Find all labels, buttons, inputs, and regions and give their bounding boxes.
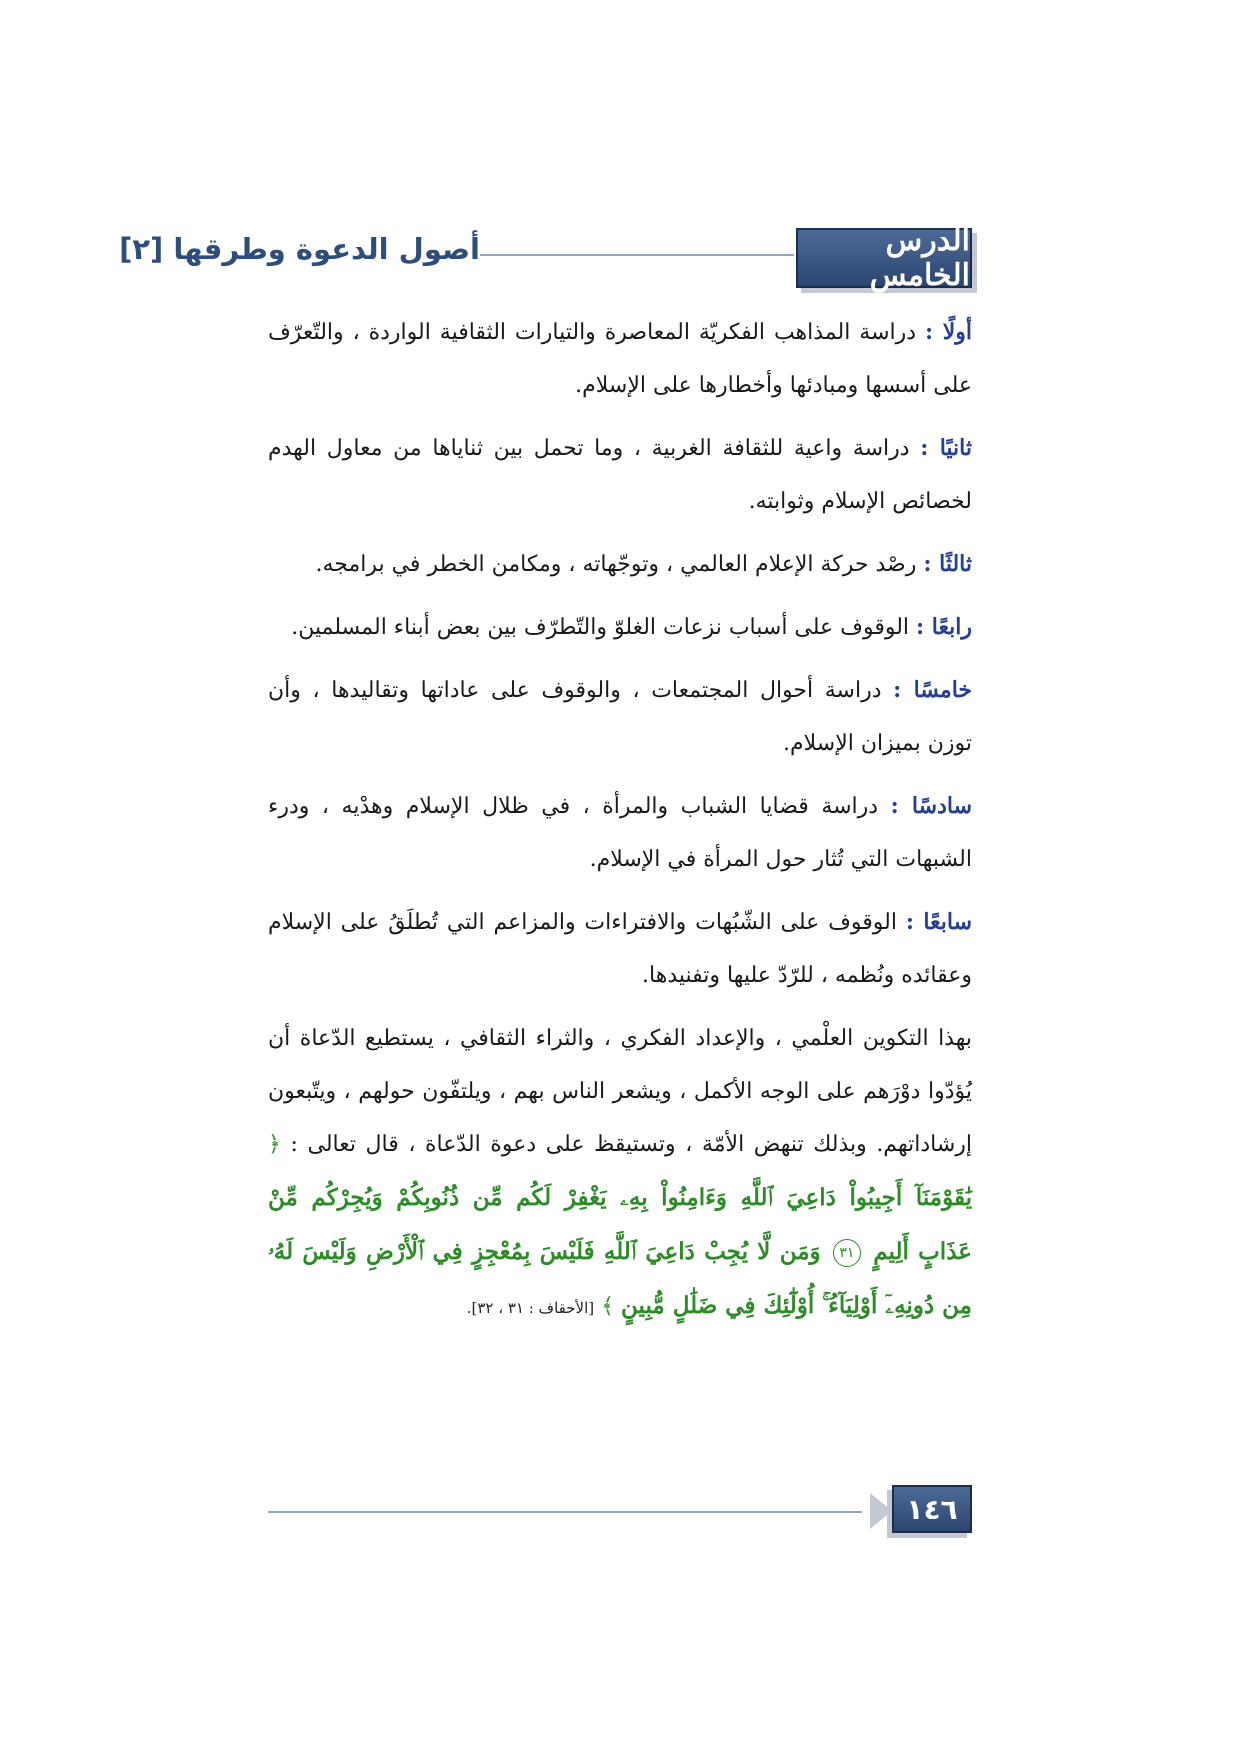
list-item	[268, 896, 972, 1002]
list-item	[268, 601, 972, 654]
item-text: دراسة قضايا الشباب والمرأة ، في ظلال الإسلام وهدْيه ، ودرء الشبهات التي تُثار حول المرأة في الإسلام.	[268, 794, 972, 872]
page-footer	[268, 1485, 972, 1533]
list-item	[268, 422, 972, 528]
page-body	[268, 306, 972, 1345]
quran-verse-32: وَمَن لَّا يُجِبْ دَاعِيَ ٱللَّهِ فَلَيْسَ بِمُعْجِزٍ فِي ٱلْأَرْضِ وَلَيْسَ لَهُۥ مِن دُونِهِۦٓ أَوْلِيَآءُ ۚ أُوْلَٰٓئِكَ فِي ضَلَٰلٍ مُّبِينٍ	[268, 1238, 972, 1319]
lesson-label: الدرس الخامس	[869, 223, 970, 293]
list-item	[268, 664, 972, 770]
item-text: الوقوف على أسباب نزعات الغلوّ والتّطرّف بين بعض أبناء المسلمين.	[291, 615, 910, 640]
quran-verse-31: يَٰقَوْمَنَآ أَجِيبُواْ دَاعِيَ ٱللَّهِ وَءَامِنُواْ بِهِۦ يَغْفِرْ لَكُم مِّن ذُنُوبِكُمْ وَيُجِرْكُم مِّنْ عَذَابٍ أَلِيمٍ	[268, 1184, 972, 1265]
item-text: الوقوف على الشّبُهات والافتراءات والمزاعم التي تُطلَقُ على الإسلام وعقائده ونُظمه ، للرّدّ عليها وتفنيدها.	[268, 910, 972, 988]
lesson-badge	[796, 223, 972, 293]
item-label: أولًا :	[924, 319, 972, 345]
footer-divider	[268, 1511, 862, 1513]
header-divider	[480, 254, 794, 256]
item-text: دراسة المذاهب الفكريّة المعاصرة والتيارات الثقافية الواردة ، والتّعرّف على أسسها ومبادئها وأخطارها على الإسلام.	[268, 320, 972, 398]
list-item	[268, 306, 972, 412]
item-label: ثالثًا :	[923, 551, 972, 577]
list-item	[268, 538, 972, 591]
closing-text: بهذا التكوين العلْمي ، والإعداد الفكري ، والثراء الثقافي ، يستطيع الدّعاة أن يُؤدّوا دوْرَهم على الوجه الأكمل ، ويشعر الناس بهم ، ويلتفّون حولهم ، ويتّبعون إرشاداتهم. وبذلك تنهض الأمّة ، وتستيقظ على دعوة الدّعاة ، قال تعالى :	[268, 1026, 972, 1157]
item-label: خامسًا :	[893, 677, 973, 703]
page-number: ١٤٦	[892, 1485, 972, 1533]
quran-open-bracket: ﴿	[268, 1132, 281, 1157]
quran-close-bracket: ﴾	[601, 1294, 615, 1319]
item-label: ثانيًا :	[920, 435, 973, 461]
item-label: سابعًا :	[905, 909, 973, 935]
chapter-title: أصول الدعوة وطرقها [٢]	[119, 232, 480, 266]
item-label: رابعًا :	[916, 614, 972, 640]
item-label: سادسًا :	[890, 793, 972, 819]
list-item	[268, 780, 972, 886]
ayah-number-marker: ٣١	[833, 1239, 861, 1267]
page-header	[119, 223, 972, 293]
verse-reference: [الأحقاف : ٣١ ، ٣٢].	[466, 1299, 595, 1317]
item-text: دراسة أحوال المجتمعات ، والوقوف على عاداتها وتقاليدها ، وأن توزن بميزان الإسلام.	[268, 678, 972, 756]
footer-ornament	[870, 1493, 892, 1529]
closing-paragraph	[268, 1012, 972, 1335]
item-text: رصْد حركة الإعلام العالمي ، وتوجّهاته ، ومكامن الخطر في برامجه.	[315, 552, 917, 577]
item-text: دراسة واعية للثقافة الغربية ، وما تحمل بين ثناياها من معاول الهدم لخصائص الإسلام وثوابته.	[268, 436, 972, 514]
